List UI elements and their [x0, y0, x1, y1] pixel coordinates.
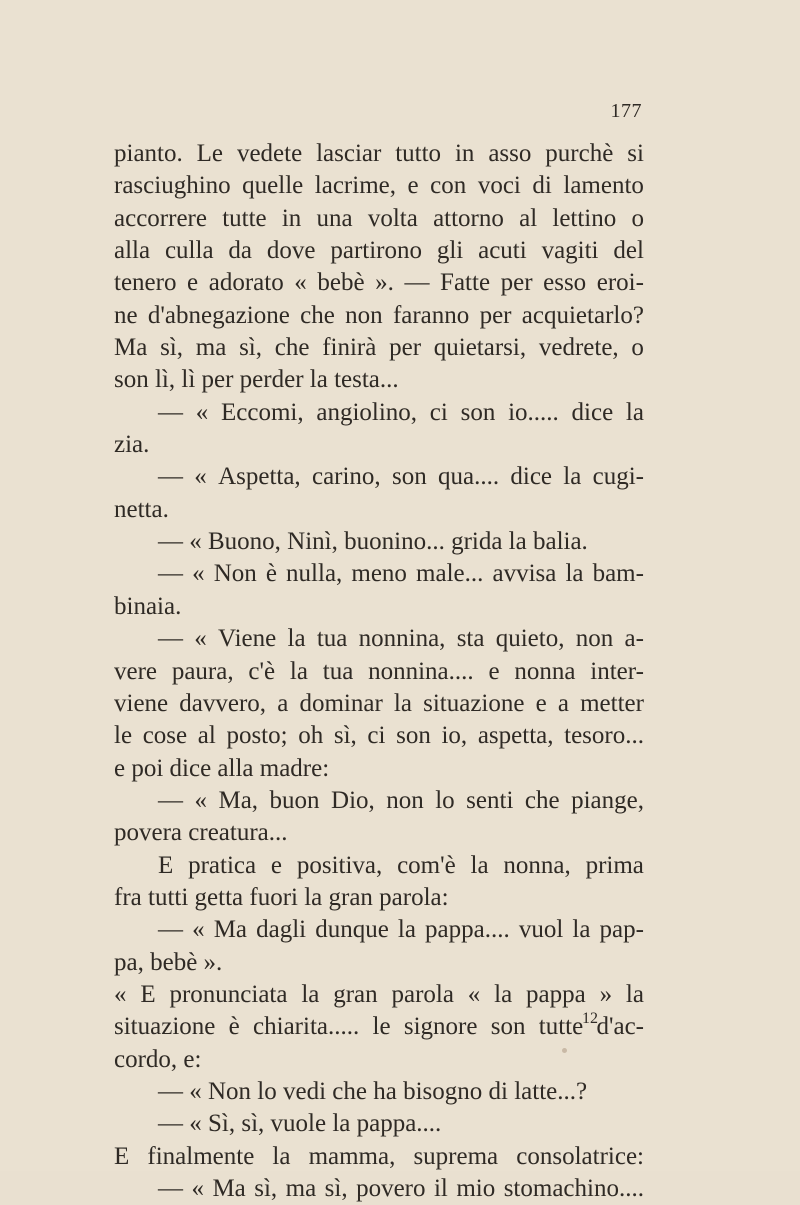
ink-spot	[562, 1048, 567, 1053]
text-line: rasciughino quelle lacrime, e con voci di lamento	[114, 172, 644, 200]
text-line: netta.	[114, 495, 169, 523]
text-line: E finalmente la mamma, suprema consolatrice:	[114, 1142, 644, 1170]
text-line: Ma sì, ma sì, che finirà per quietarsi, vedrete, o	[114, 334, 644, 362]
text-line: accorrere tutte in una volta attorno al lettino o	[114, 204, 644, 232]
text-line: viene davvero, a dominar la situazione e a metter	[114, 689, 644, 717]
text-line: E pratica e positiva, com'è la nonna, prima	[158, 851, 644, 879]
text-line: pianto. Le vedete lasciar tutto in asso purchè si	[114, 140, 644, 167]
text-line: binaia.	[114, 592, 182, 620]
text-line: zia.	[114, 431, 150, 459]
text-line: — « Sì, sì, vuole la pappa....	[158, 1110, 442, 1138]
text-line: — « Viene la tua nonnina, sta quieto, non a-	[158, 625, 644, 653]
text-line: povera creatura...	[114, 819, 288, 847]
text-line: — « Buono, Ninì, buonino... grida la balia.	[158, 528, 588, 556]
signature-mark: 12	[582, 1010, 598, 1027]
text-line: vere paura, c'è la tua nonnina.... e nonna inter-	[114, 657, 644, 685]
body-text	[114, 138, 644, 1205]
text-line: situazione è chiarita..... le signore son tutte d'ac-	[114, 1013, 644, 1041]
text-line: fra tutti getta fuori la gran parola:	[114, 883, 449, 911]
text-line: alla culla da dove partirono gli acuti vagiti del	[114, 237, 644, 265]
text-line: son lì, lì per perder la testa...	[114, 366, 399, 394]
text-line: — « Aspetta, carino, son qua.... dice la cugi-	[158, 463, 644, 491]
text-line: e poi dice alla madre:	[114, 754, 330, 782]
text-line: — « Ma sì, ma sì, povero il mio stomachino....	[158, 1175, 644, 1202]
text-line: — « Ma, buon Dio, non lo senti che piange,	[158, 786, 644, 814]
text-line: tenero e adorato « bebè ». — Fatte per esso eroi-	[114, 269, 644, 297]
text-line: ne d'abnegazione che non faranno per acquietarlo?	[114, 301, 644, 329]
text-line: — « Non lo vedi che ha bisogno di latte...?	[158, 1077, 588, 1105]
text-line: — « Non è nulla, meno male... avvisa la bam-	[158, 560, 644, 588]
text-line: — « Ma dagli dunque la pappa.... vuol la pap-	[158, 916, 644, 944]
text-line: cordo, e:	[114, 1045, 202, 1073]
text-line: le cose al posto; oh sì, ci son io, aspetta, tesoro...	[114, 722, 644, 750]
text-line: pa, bebè ».	[114, 948, 223, 976]
page-number: 177	[610, 100, 642, 122]
text-line: « E pronunciata la gran parola « la pappa » la	[114, 980, 644, 1008]
text-line: — « Eccomi, angiolino, ci son io..... dice la	[158, 398, 644, 426]
